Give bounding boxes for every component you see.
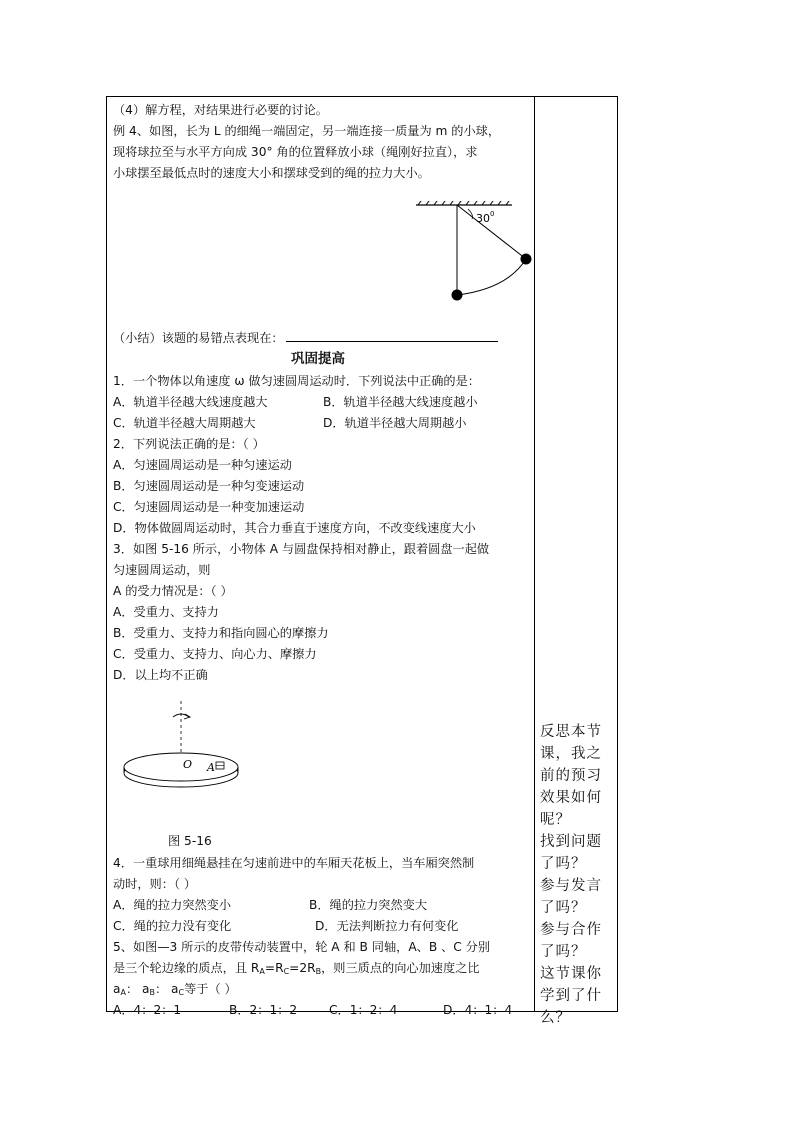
reflection-line: 这节课你 — [540, 966, 602, 982]
reflection-line: 反思本节 — [540, 724, 602, 740]
q1-stem: 1．一个物体以角速度 ω 做匀速圆周运动时．下列说法中正确的是： — [113, 374, 480, 388]
block-label: A — [207, 761, 215, 774]
sub-aa: A — [120, 988, 126, 997]
q3-stem-line1: 3．如图 5-16 所示，小物体 A 与圆盘保持相对静止，跟着圆盘一起做 — [113, 542, 490, 556]
ball-start — [521, 254, 532, 265]
q5-equals-text: 等于（ ） — [184, 982, 237, 996]
q5-stem-line2-start: 是三个轮边缘的质点，且 R — [113, 961, 260, 975]
q1-option-a[interactable]: A．轨道半径越大线速度越大 — [113, 395, 268, 409]
reflection-line: 了吗？ — [540, 944, 587, 960]
eq2: =2R — [289, 961, 316, 975]
reflection-line: 了吗？ — [540, 900, 587, 916]
figure-5-16-caption: 图 5-16 — [168, 834, 212, 848]
sub-a: A — [259, 967, 265, 976]
angle-label: 30 — [476, 212, 490, 225]
q2-stem: 2．下列说法正确的是：（ ） — [113, 437, 265, 451]
summary-blank[interactable] — [286, 329, 498, 342]
reflection-column — [540, 721, 616, 1029]
reflection-line: 课，我之 — [540, 746, 602, 762]
reflection-line: 学到了什 — [540, 988, 602, 1004]
column-divider — [534, 97, 535, 1011]
eq1: =R — [264, 961, 284, 975]
sub-c: C — [283, 967, 290, 976]
summary-text: （小结）该题的易错点表现在： — [113, 331, 284, 345]
q1-option-b[interactable]: B．轨道半径越大线速度越小 — [323, 395, 478, 409]
ratio-sep2: ： a — [154, 982, 179, 996]
reflection-line: 效果如何 — [540, 790, 602, 806]
ball-bottom — [452, 290, 463, 301]
reflection-line: 呢？ — [540, 812, 571, 828]
ceiling-hatch — [418, 201, 512, 205]
q1-option-d[interactable]: D．轨道半径越大周期越小 — [323, 416, 467, 430]
q3-stem-line2: 匀速圆周运动，则 — [113, 563, 211, 577]
swing-arc — [457, 259, 526, 295]
center-label: O — [183, 758, 193, 771]
q5-stem-line1: 5、如图—3 所示的皮带传动装置中，轮 A 和 B 同轴，A、B 、C 分别 — [113, 940, 491, 954]
q4-option-c[interactable]: C．绳的拉力没有变化 — [113, 919, 232, 933]
pendulum-figure — [412, 201, 532, 311]
reflection-line: 参与发言 — [540, 878, 602, 894]
worksheet-table — [106, 96, 618, 1026]
q3-option-b[interactable]: B．受重力、支持力和指向圆心的摩擦力 — [113, 626, 329, 640]
q4-option-a[interactable]: A．绳的拉力突然变小 — [113, 898, 232, 912]
q4-stem-line2: 动时，则：（ ） — [113, 877, 197, 891]
q3-option-a[interactable]: A．受重力、支持力 — [113, 605, 219, 619]
q5-option-c[interactable]: C．1：2：4 — [329, 1003, 398, 1017]
q2-option-d[interactable]: D．物体做圆周运动时，其合力垂直于速度方向，不改变线速度大小 — [113, 521, 476, 535]
q5-option-a[interactable]: A．4：2：1 — [113, 1003, 182, 1017]
disk-figure — [121, 697, 251, 807]
angle-degree: 0 — [490, 210, 495, 218]
q4-option-d[interactable]: D．无法判断拉力有何变化 — [315, 919, 459, 933]
summary-line — [113, 328, 498, 349]
example4-line2: 现将球拉至与水平方向成 30° 角的位置释放小球（绳刚好拉直），求 — [113, 145, 478, 159]
sub-ab: B — [149, 988, 155, 997]
q2-option-b[interactable]: B．匀速圆周运动是一种匀变速运动 — [113, 479, 305, 493]
reflection-line: 么？ — [540, 1010, 571, 1026]
example4-line3: 小球摆至最低点时的速度大小和摆球受到的绳的拉力大小。 — [113, 166, 430, 180]
example4-line1: 例 4、如图，长为 L 的细绳一端固定，另一端连接一质量为 m 的小球， — [113, 124, 501, 138]
section-title: 巩固提高 — [291, 351, 345, 367]
q5-stem-line2-end: ，则三质点的向心加速度之比 — [321, 961, 480, 975]
ratio-sep1: ： a — [125, 982, 150, 996]
a-symbol: a — [113, 982, 121, 996]
q1-option-c[interactable]: C．轨道半径越大周期越大 — [113, 416, 256, 430]
q2-option-a[interactable]: A．匀速圆周运动是一种匀速运动 — [113, 458, 292, 472]
q2-option-c[interactable]: C．匀速圆周运动是一种变加速运动 — [113, 500, 305, 514]
reflection-line: 了吗？ — [540, 856, 587, 872]
step4-text: （4）解方程，对结果进行必要的讨论。 — [113, 103, 328, 117]
q5-option-b[interactable]: B．2：1：2 — [229, 1003, 298, 1017]
q4-stem-line1: 4．一重球用细绳悬挂在匀速前进中的车厢天花板上，当车厢突然制 — [113, 856, 475, 870]
q3-option-d[interactable]: D．以上均不正确 — [113, 668, 208, 682]
q3-stem-line3: A 的受力情况是：（ ） — [113, 584, 233, 598]
sub-b: B — [315, 967, 322, 976]
sub-ac: C — [178, 988, 185, 997]
reflection-line: 前的预习 — [540, 768, 602, 784]
q5-option-d[interactable]: D．4：1：4 — [443, 1003, 513, 1017]
q3-option-c[interactable]: C．受重力、支持力、向心力、摩擦力 — [113, 647, 317, 661]
reflection-line: 参与合作 — [540, 922, 602, 938]
q4-option-b[interactable]: B．绳的拉力突然变大 — [309, 898, 428, 912]
reflection-line: 找到问题 — [540, 834, 602, 850]
